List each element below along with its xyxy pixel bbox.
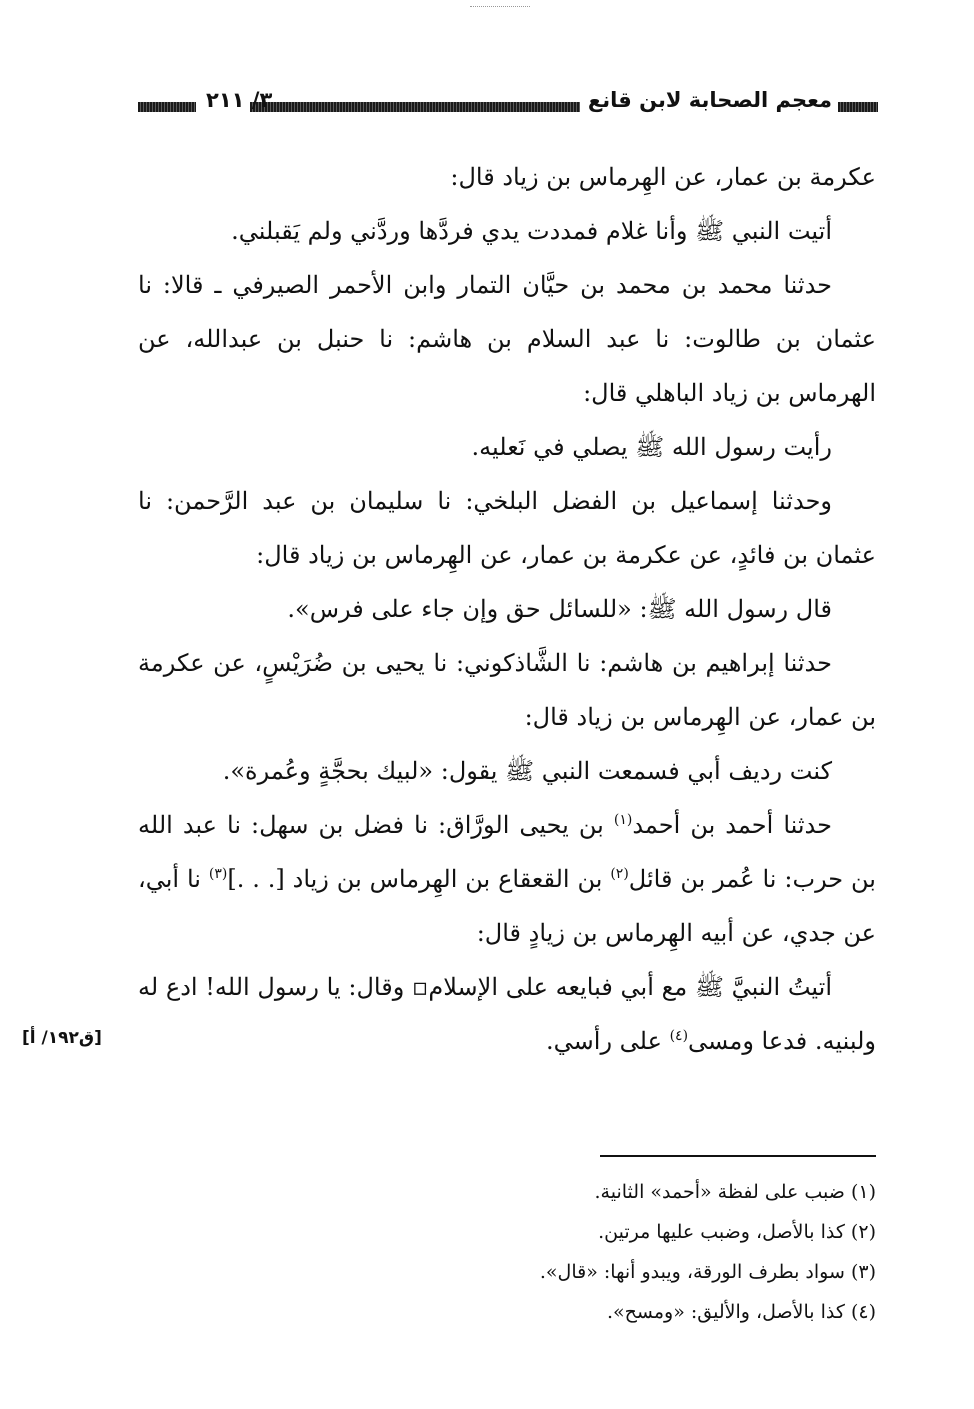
paragraph-3: حدثنا محمد بن محمد بن حيَّان التمار وابن الأحمر الصيرفي ـ قالا: نا عثمان بن طالوت: نا عبد السلام بن هاشم: نا حنبل بن عبدالله، عن الهرماس بن زياد الباهلي قال: bbox=[138, 271, 876, 407]
main-text bbox=[138, 150, 876, 1068]
page-number: ٣/ ٢١١ bbox=[206, 88, 273, 112]
paragraph-1: عكرمة بن عمار، عن الهِرماس بن زياد قال: bbox=[450, 163, 876, 191]
footnote-divider bbox=[600, 1155, 876, 1157]
paragraph-9-text-d: نا أبي، عن جدي، عن أبيه الهِرماس بن زيادٍ قال: bbox=[138, 865, 876, 947]
footnote-1: (١) ضبب على لفظة «أحمد» الثانية. bbox=[594, 1181, 876, 1203]
footnote-4: (٤) كذا بالأصل، والأليق: «ومسح». bbox=[607, 1301, 876, 1323]
scan-mark bbox=[470, 6, 530, 10]
paragraph-5: وحدثنا إسماعيل بن الفضل البلخي: نا سليمان بن عبد الرَّحمن: نا عثمان بن فائدٍ، عن عكرمة بن عمار، عن الهِرماس بن زياد قال: bbox=[138, 487, 876, 569]
paragraph-6: قال رسول الله ﷺ: «للسائل حق وإن جاء على فرس». bbox=[287, 595, 832, 623]
paragraph-4: رأيت رسول الله ﷺ يصلي في نَعليه. bbox=[471, 433, 832, 461]
paragraph-9-text-c: بن القعقاع بن الهِرماس بن زياد [. . .] bbox=[227, 865, 611, 893]
paragraph-8: كنت رديف أبي فسمعت النبي ﷺ يقول: «لبيك بحجَّةٍ وعُمرة». bbox=[222, 757, 832, 785]
footnote-ref-2: (٢) bbox=[610, 866, 629, 882]
footnote-ref-1: (١) bbox=[613, 812, 633, 828]
page-header bbox=[138, 88, 878, 120]
paragraph-9-text-b: بن يحيى الورَّاق: نا فضل بن سهل: نا عبد الله بن حرب: نا عُمر بن قائل bbox=[138, 811, 876, 893]
header-ornament-middle bbox=[250, 102, 580, 112]
header-ornament-right bbox=[838, 102, 878, 112]
paragraph-9-text-a: حدثنا أحمد بن أحمد bbox=[632, 811, 832, 839]
paragraph-9 bbox=[138, 798, 876, 960]
footnote-ref-3: (٣) bbox=[208, 866, 228, 882]
manuscript-folio-reference: [ق١٩٢/ أ] bbox=[22, 1028, 102, 1048]
footnote-2: (٢) كذا بالأصل، وضبب عليها مرتين. bbox=[598, 1221, 876, 1243]
paragraph-10-text-a: أتيتُ النبيَّ ﷺ مع أبي فبايعه على الإسلام▫ وقال: يا رسول الله! ادع له ولبنيه. فدعا ومسى bbox=[138, 973, 876, 1055]
paragraph-2: أتيت النبي ﷺ وأنا غلام فمددت يدي فردَّها وردَّني ولم يَقبلني. bbox=[231, 217, 832, 245]
paragraph-10-text-b: على رأسي. bbox=[546, 1027, 670, 1055]
paragraph-7: حدثنا إبراهيم بن هاشم: نا الشَّاذكوني: نا يحيى بن ضُرَيْسٍ، عن عكرمة بن عمار، عن الهِرماس بن زياد قال: bbox=[138, 649, 876, 731]
paragraph-10 bbox=[138, 960, 876, 1068]
book-title: معجم الصحابة لابن قانع bbox=[587, 88, 832, 112]
footnotes bbox=[276, 1172, 876, 1332]
footnote-ref-4: (٤) bbox=[669, 1028, 689, 1044]
header-ornament-left bbox=[138, 102, 196, 112]
footnote-3: (٣) سواد بطرف الورقة، ويبدو أنها: «قال». bbox=[539, 1261, 876, 1283]
